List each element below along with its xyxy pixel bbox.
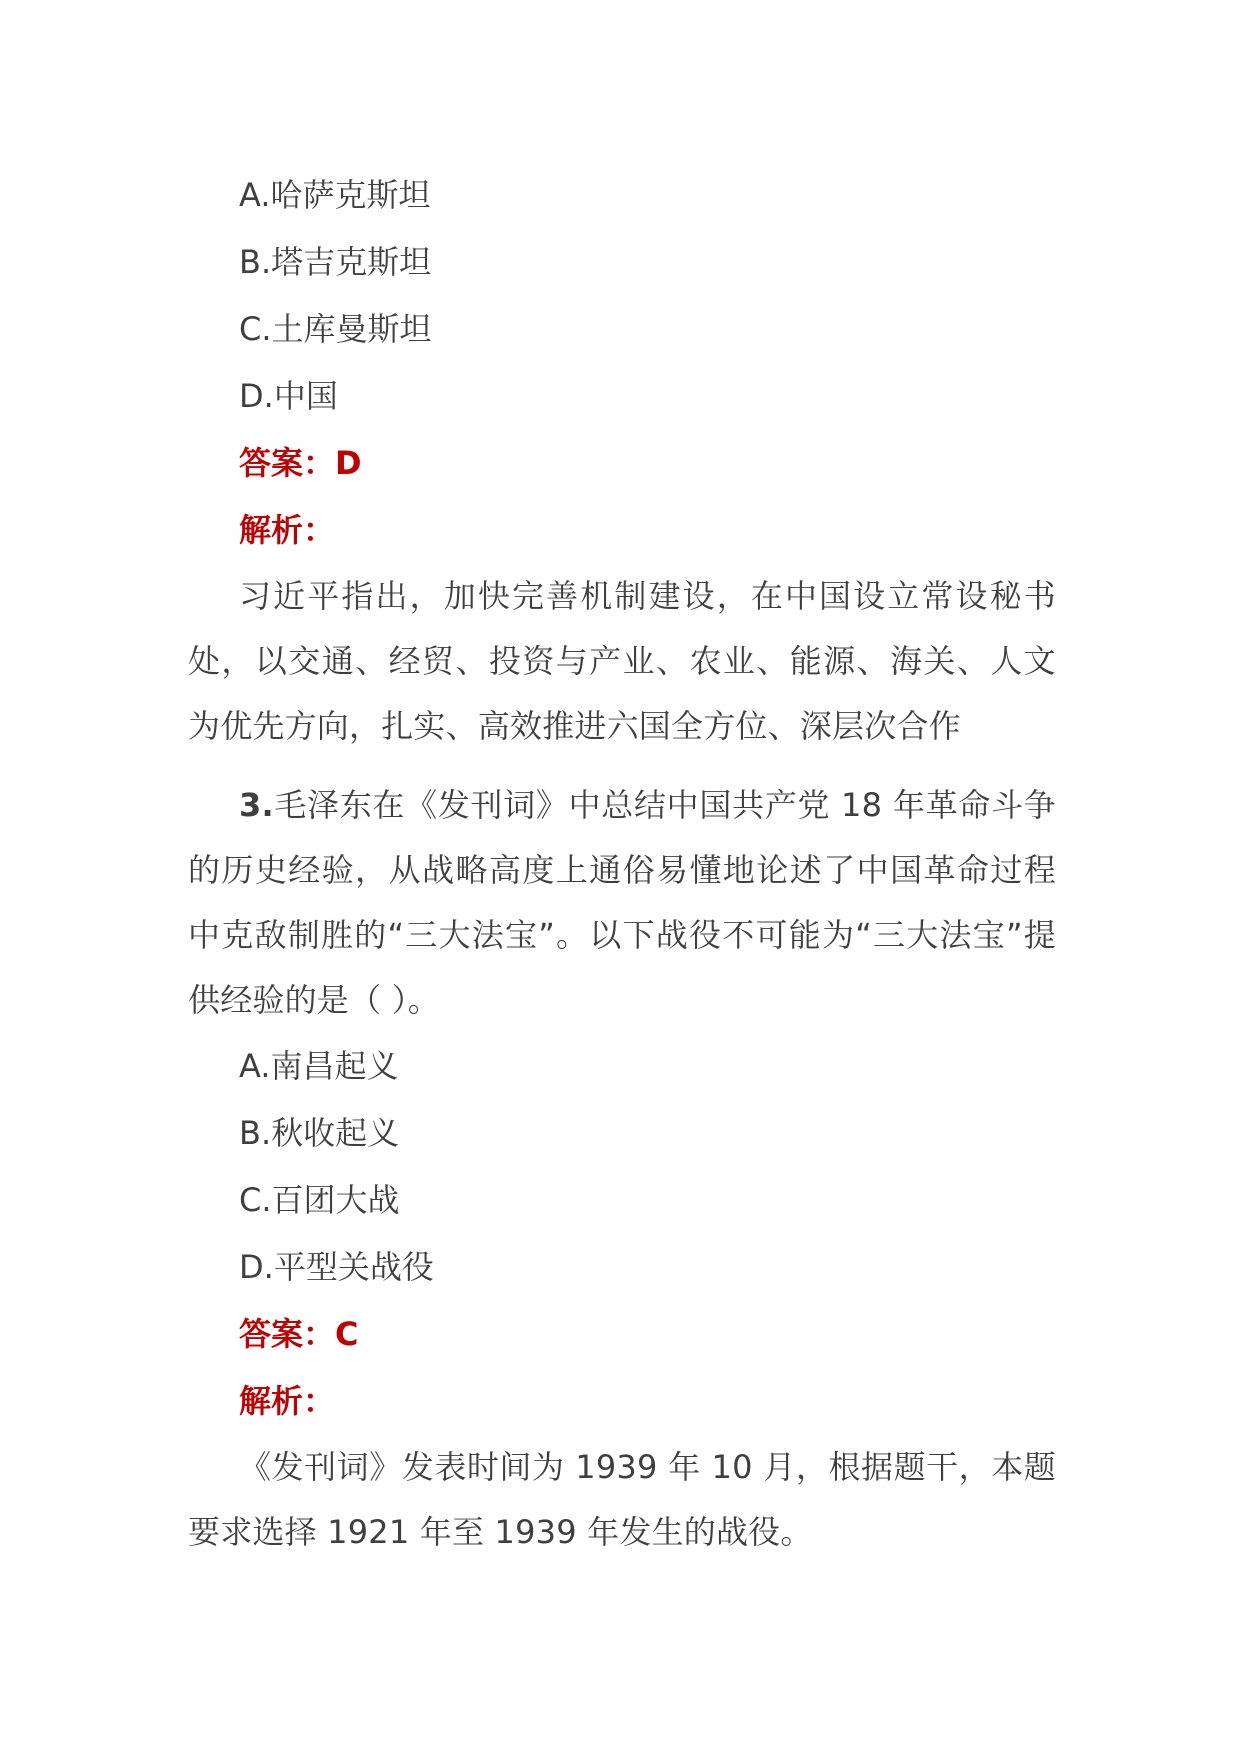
q2-answer: 答案：D [239,444,362,482]
q2-analysis-text: 习近平指出，加快完善机制建设，在中国设立常设秘书处，以交通、经贸、投资与产业、农业、能源、海关、人文为优先方向，扎实、高效推进六国全方位、深层次合作 [188,577,1056,745]
q3-analysis-label: 解析： [239,1382,336,1420]
q2-analysis-label: 解析： [239,511,336,549]
q2-option-b: B.塔吉克斯坦 [239,243,432,281]
q2-option-c: C.土库曼斯坦 [239,310,432,348]
document-page [188,162,1056,1565]
q3-answer: 答案：C [239,1315,359,1353]
q3-stem-paragraph [188,773,1056,1033]
q2-option-d: D.中国 [239,377,338,415]
q3-number: 3. [239,786,274,824]
q2-option-a: A.哈萨克斯坦 [239,176,431,214]
q3-option-a: A.南昌起义 [239,1047,399,1085]
q3-analysis-text: 《发刊词》发表时间为 1939 年 10 月，根据题干，本题要求选择 1921 年至 1939 年发生的战役。 [188,1448,1056,1551]
q3-option-d: D.平型关战役 [239,1248,434,1286]
q3-option-c: C.百团大战 [239,1181,400,1219]
q3-stem: 毛泽东在《发刊词》中总结中国共产党 18 年革命斗争的历史经验，从战略高度上通俗易懂地论述了中国革命过程中克敌制胜的“三大法宝”。以下战役不可能为“三大法宝”提供经验的是（ ）。 [188,786,1056,1019]
q3-option-b: B.秋收起义 [239,1114,400,1152]
